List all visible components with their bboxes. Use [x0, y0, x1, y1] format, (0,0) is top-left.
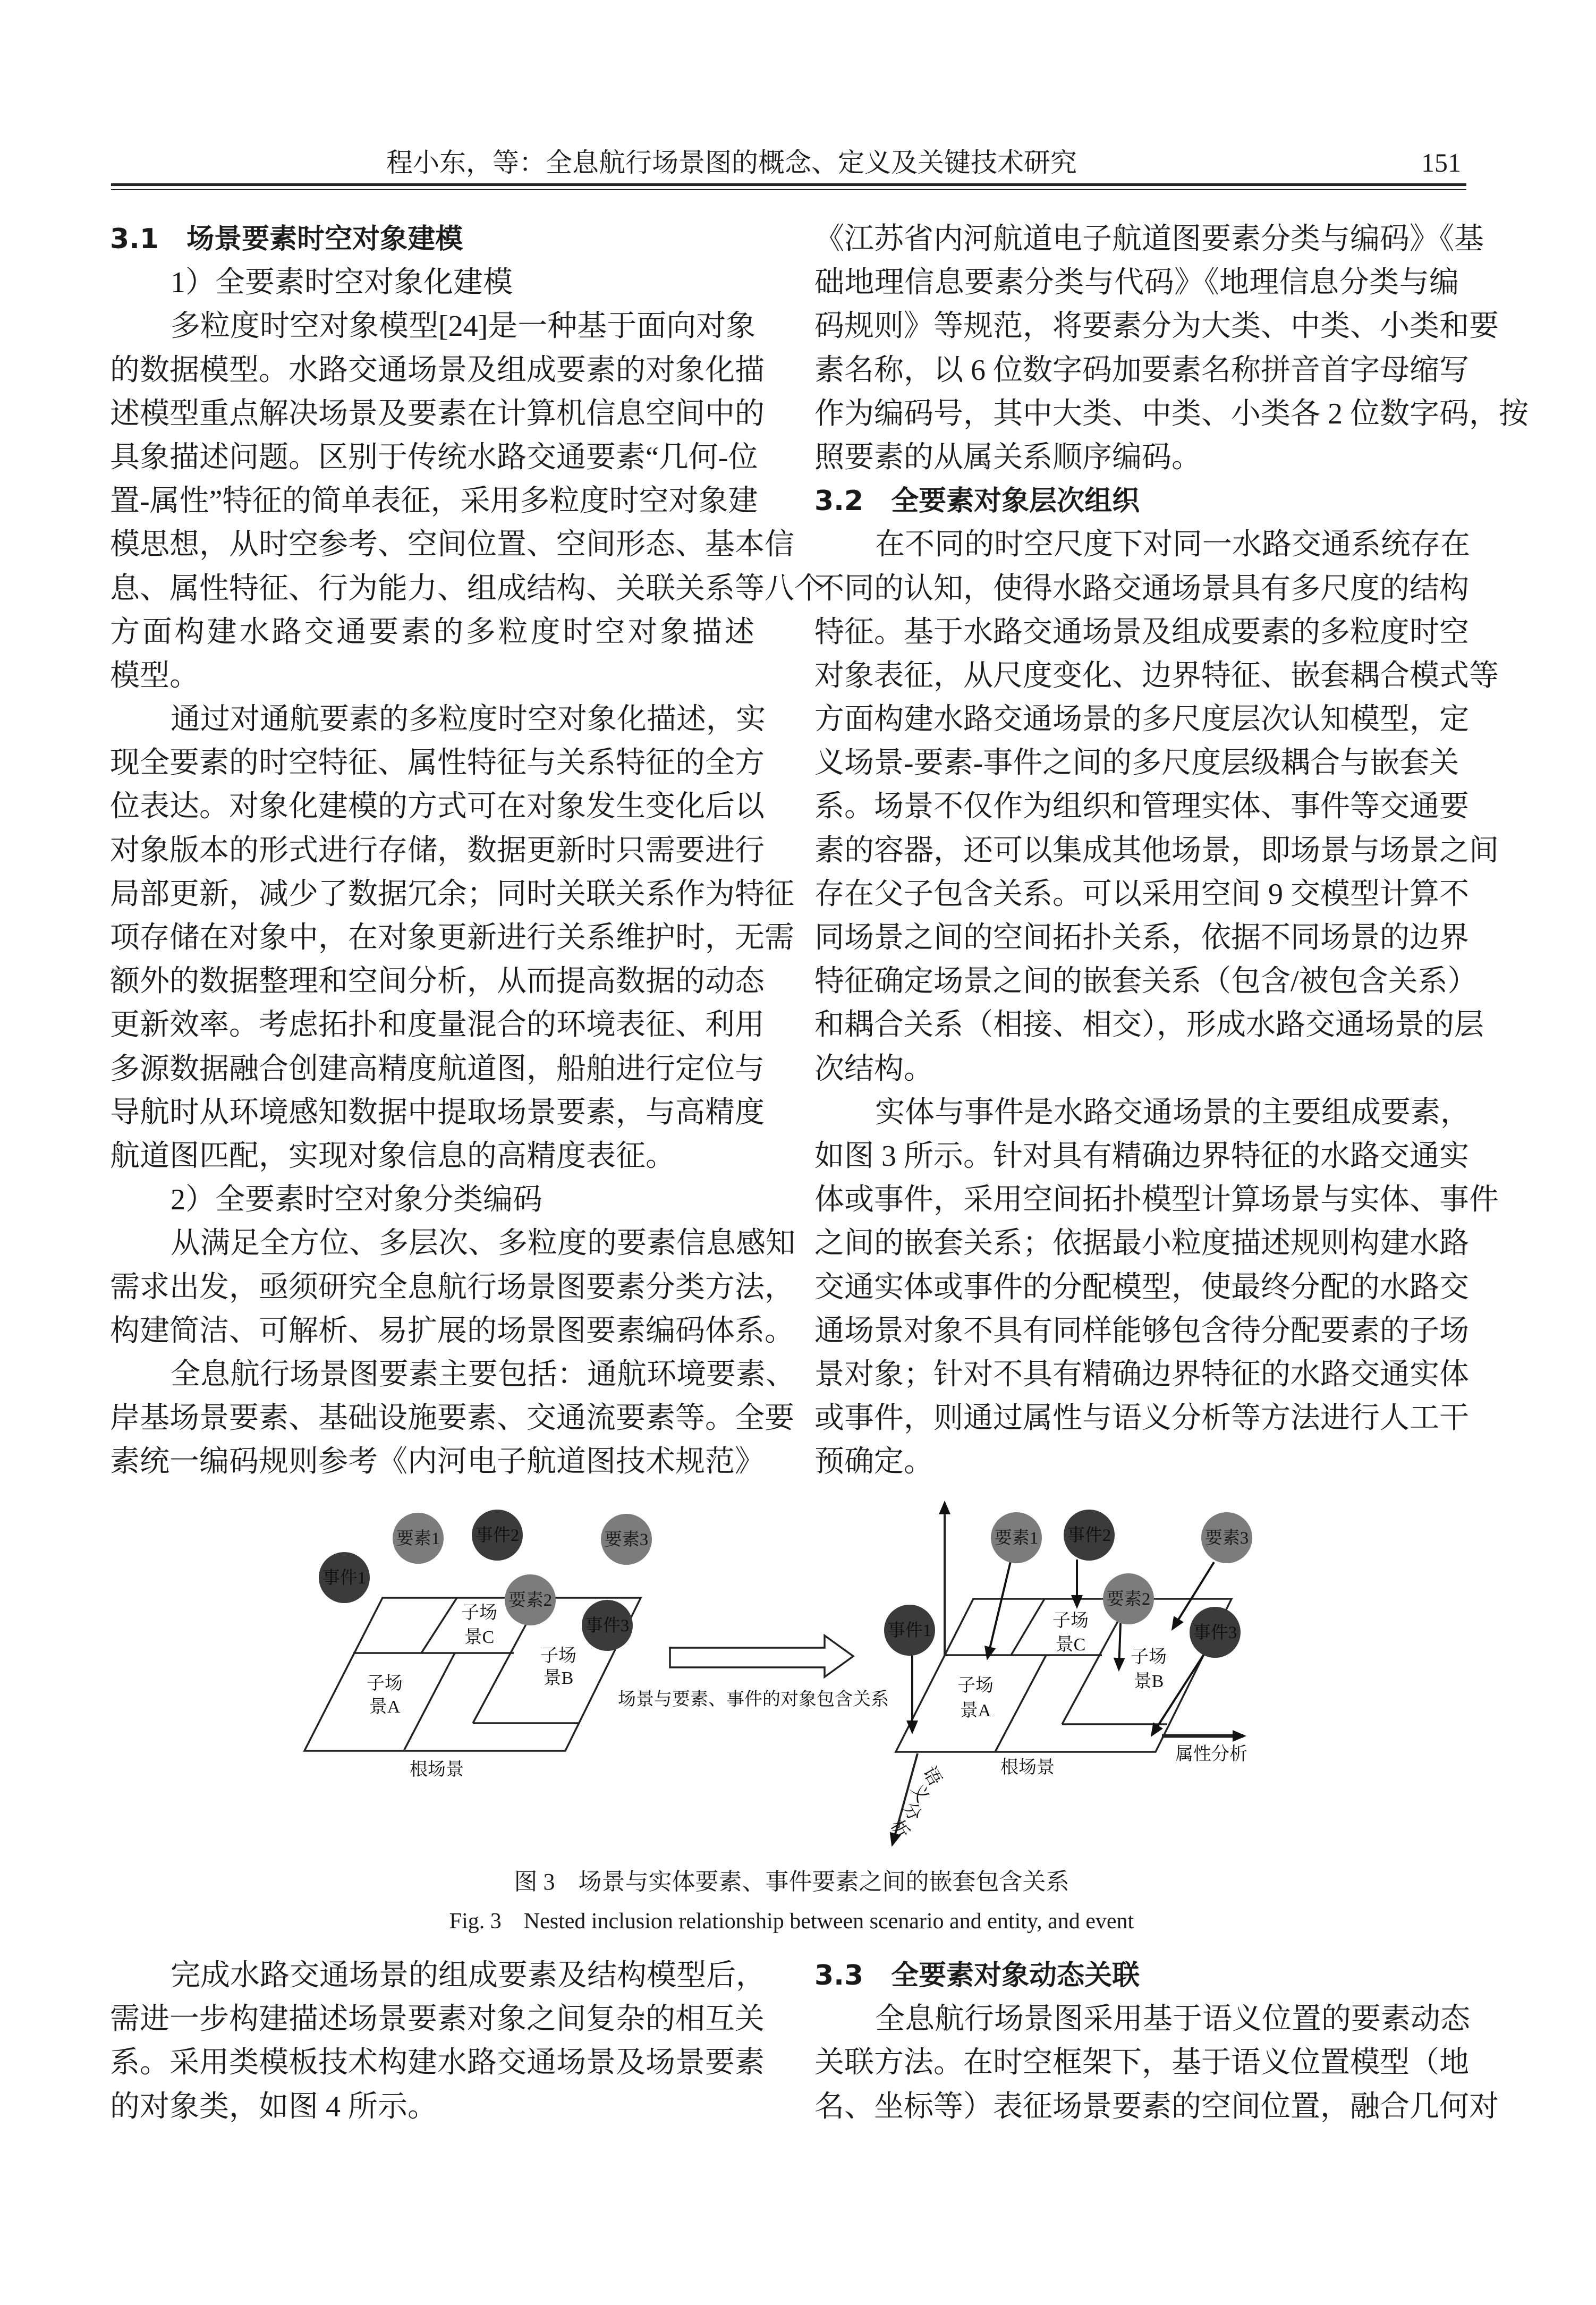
text-line: 现全要素的时空特征、属性特征与关系特征的全方 — [110, 747, 765, 780]
text-line: 名、坐标等）表征场景要素的空间位置，融合几何对 — [814, 2090, 1499, 2123]
text-line: 方面构建水路交通要素的多粒度时空对象描述 — [110, 615, 754, 649]
text-line: 模思想，从时空参考、空间位置、空间形态、基本信 — [110, 528, 794, 562]
text-line: 述模型重点解决场景及要素在计算机信息空间中的 — [110, 397, 765, 430]
page-number: 151 — [1421, 148, 1461, 177]
label-sub-scene-b: 子场 — [540, 1646, 576, 1666]
label-sub-scene-c: 景C — [464, 1628, 495, 1647]
text-line: 的对象类，如图 4 所示。 — [110, 2090, 437, 2123]
event-node-label: 事件3 — [1193, 1623, 1237, 1642]
element-node-label: 要素3 — [604, 1530, 649, 1549]
text-line: 具象描述问题。区别于传统水路交通要素“几何-位 — [110, 440, 758, 474]
text-line: 或事件，则通过属性与语义分析等方法进行人工干 — [814, 1402, 1469, 1435]
text-line: 照要素的从属关系顺序编码。 — [814, 440, 1201, 474]
text-line: 关联方法。在时空框架下，基于语义位置模型（地 — [814, 2046, 1469, 2080]
event-node-label: 事件2 — [1067, 1526, 1111, 1545]
text-line: 和耦合关系（相接、相交），形成水路交通场景的层 — [814, 1009, 1484, 1042]
section-heading: 3.1 场景要素时空对象建模 — [110, 223, 463, 255]
text-line: 置-属性”特征的简单表征，采用多粒度时空对象建 — [110, 485, 758, 518]
text-line: 多粒度时空对象模型[24]是一种基于面向对象 — [171, 310, 756, 343]
figure-caption-english: Fig. 3 Nested inclusion relationship between scenario and entity, and event — [449, 1909, 1134, 1934]
text-line: 航道图匹配，实现对象信息的高精度表征。 — [110, 1139, 675, 1173]
text-line: 系。场景不仅作为组织和管理实体、事件等交通要 — [814, 790, 1469, 824]
figure-caption-chinese: 图 3 场景与实体要素、事件要素之间的嵌套包含关系 — [514, 1869, 1069, 1895]
text-line: 模型。 — [110, 659, 199, 692]
text-line: 的数据模型。水路交通场景及组成要素的对象化描 — [110, 353, 765, 387]
label-sub-scene-c: 子场 — [1052, 1611, 1089, 1631]
text-line: 通过对通航要素的多粒度时空对象化描述，实 — [171, 703, 766, 736]
text-line: 多源数据融合创建高精度航道图，船舶进行定位与 — [110, 1052, 765, 1086]
label-root-scene: 根场景 — [1000, 1758, 1055, 1777]
text-line: 作为编码号，其中大类、中类、小类各 2 位数字码，按 — [814, 397, 1529, 430]
element-node-label: 要素1 — [396, 1529, 440, 1548]
label-semantic-axis: 分 — [898, 1799, 925, 1825]
running-header-title: 程小东，等：全息航行场景图的概念、定义及关键技术研究 — [386, 148, 1077, 177]
text-line: 局部更新，减少了数据冗余；同时关联关系作为特征 — [110, 877, 794, 911]
text-line: 系。采用类模板技术构建水路交通场景及场景要素 — [110, 2046, 765, 2080]
text-line: 对象版本的形式进行存储，数据更新时只需要进行 — [110, 834, 765, 867]
section-heading: 3.2 全要素对象层次组织 — [814, 485, 1140, 518]
event-node-label: 事件1 — [887, 1621, 932, 1640]
element-node-label: 要素3 — [1204, 1529, 1249, 1548]
text-line: 息、属性特征、行为能力、组成结构、关联关系等八个 — [110, 572, 824, 605]
text-line: 码规则》等规范，将要素分为大类、中类、小类和要 — [814, 310, 1499, 343]
text-line: 《江苏省内河航道电子航道图要素分类与编码》《基 — [814, 223, 1484, 256]
arrow-label: 场景与要素、事件的对象包含关系 — [618, 1690, 889, 1709]
text-line: 全息航行场景图采用基于语义位置的要素动态 — [875, 2003, 1470, 2036]
label-sub-scene-c: 景C — [1055, 1635, 1086, 1655]
label-sub-scene-a: 景A — [960, 1701, 991, 1721]
text-line: 素名称，以 6 位数字码加要素名称拼音首字母缩写 — [814, 353, 1469, 387]
text-line: 特征。基于水路交通场景及组成要素的多粒度时空 — [814, 615, 1469, 649]
label-semantic-axis: 义 — [906, 1780, 933, 1806]
text-line: 项存储在对象中，在对象更新进行关系维护时，无需 — [110, 921, 794, 954]
text-line: 额外的数据整理和空间分析，从而提高数据的动态 — [110, 965, 765, 998]
text-line: 义场景-要素-事件之间的多尺度层级耦合与嵌套关 — [814, 747, 1459, 780]
text-line: 位表达。对象化建模的方式可在对象发生变化后以 — [110, 790, 765, 824]
text-line: 之间的嵌套关系；依据最小粒度描述规则构建水路 — [814, 1227, 1469, 1260]
text-line: 实体与事件是水路交通场景的主要组成要素， — [875, 1096, 1470, 1129]
text-line: 方面构建水路交通场景的多尺度层次认知模型，定 — [814, 703, 1469, 736]
text-line: 素的容器，还可以集成其他场景，即场景与场景之间 — [814, 834, 1499, 867]
subsection-heading: 1）全要素时空对象化建模 — [171, 266, 513, 300]
text-line: 构建简洁、可解析、易扩展的场景图要素编码体系。 — [110, 1314, 794, 1348]
text-line: 对象表征，从尺度变化、边界特征、嵌套耦合模式等 — [814, 659, 1499, 692]
text-line: 如图 3 所示。针对具有精确边界特征的水路交通实 — [814, 1139, 1469, 1173]
text-line: 同场景之间的空间拓扑关系，依据不同场景的边界 — [814, 921, 1469, 954]
label-sub-scene-a: 子场 — [957, 1676, 994, 1696]
text-line: 特征确定场景之间的嵌套关系（包含/被包含关系） — [814, 965, 1478, 998]
text-line: 导航时从环境感知数据中提取场景要素，与高精度 — [110, 1096, 765, 1129]
text-line: 从满足全方位、多层次、多粒度的要素信息感知 — [171, 1227, 795, 1260]
element-node-label: 要素2 — [1106, 1590, 1151, 1609]
label-sub-scene-a: 子场 — [367, 1674, 403, 1693]
text-line: 在不同的时空尺度下对同一水路交通系统存在 — [875, 528, 1470, 562]
event-node-label: 事件2 — [475, 1526, 520, 1545]
event-node-label: 事件3 — [585, 1616, 630, 1635]
text-line: 全息航行场景图要素主要包括：通航环境要素、 — [171, 1358, 795, 1391]
text-line: 预确定。 — [814, 1445, 933, 1479]
label-sub-scene-b: 子场 — [1131, 1647, 1167, 1667]
text-line: 础地理信息要素分类与代码》《地理信息分类与编 — [814, 266, 1459, 300]
text-line: 体或事件，采用空间拓扑模型计算场景与实体、事件 — [814, 1183, 1499, 1217]
section-heading: 3.3 全要素对象动态关联 — [814, 1960, 1140, 1992]
subsection-heading: 2）全要素时空对象分类编码 — [171, 1183, 542, 1217]
element-node-label: 要素1 — [994, 1529, 1039, 1548]
text-line: 交通实体或事件的分配模型，使最终分配的水路交 — [814, 1270, 1469, 1304]
text-line: 存在父子包含关系。可以采用空间 9 交模型计算不 — [814, 877, 1469, 911]
text-line: 需进一步构建描述场景要素对象之间复杂的相互关 — [110, 2003, 765, 2036]
label-sub-scene-b: 景B — [543, 1668, 574, 1688]
element-node-label: 要素2 — [508, 1591, 553, 1610]
label-sub-scene-c: 子场 — [461, 1603, 497, 1623]
label-semantic-axis: 语 — [919, 1763, 945, 1789]
event-node-label: 事件1 — [322, 1569, 367, 1588]
text-line: 景对象；针对不具有精确边界特征的水路交通实体 — [814, 1358, 1469, 1391]
text-line: 需求出发，亟须研究全息航行场景图要素分类方法， — [110, 1270, 794, 1304]
label-attribute-axis: 属性分析 — [1175, 1744, 1247, 1764]
label-sub-scene-a: 景A — [369, 1697, 401, 1717]
label-semantic-axis: 析 — [886, 1816, 913, 1842]
transform-arrow — [670, 1635, 853, 1677]
text-line: 岸基场景要素、基础设施要素、交通流要素等。全要 — [110, 1402, 794, 1435]
text-line: 完成水路交通场景的组成要素及结构模型后， — [171, 1959, 766, 1992]
text-line: 次结构。 — [814, 1052, 933, 1086]
text-line: 素统一编码规则参考《内河电子航道图技术规范》 — [110, 1445, 765, 1479]
label-sub-scene-b: 景B — [1133, 1672, 1164, 1691]
text-line: 不同的认知，使得水路交通场景具有多尺度的结构 — [814, 572, 1469, 605]
label-root-scene: 根场景 — [410, 1760, 464, 1779]
text-line: 通场景对象不具有同样能够包含待分配要素的子场 — [814, 1314, 1469, 1348]
text-line: 更新效率。考虑拓扑和度量混合的环境表征、利用 — [110, 1009, 765, 1042]
